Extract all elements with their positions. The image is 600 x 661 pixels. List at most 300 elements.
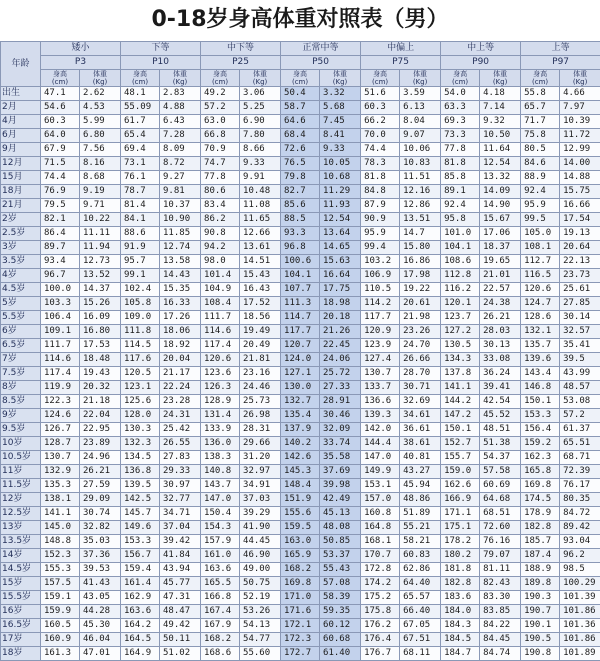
- height-cell: 138.1: [41, 493, 80, 507]
- weight-cell: 8.41: [320, 129, 361, 143]
- weight-cell: 68.11: [400, 647, 441, 661]
- height-cell: 127.4: [361, 353, 400, 367]
- height-cell: 159.5: [281, 521, 320, 535]
- weight-cell: 20.49: [240, 339, 281, 353]
- weight-cell: 50.11: [160, 633, 201, 647]
- weight-cell: 25.73: [240, 395, 281, 409]
- height-cell: 130.0: [281, 381, 320, 395]
- height-cell: 92.4: [441, 199, 480, 213]
- weight-cell: 12.16: [400, 185, 441, 199]
- weight-cell: 58.21: [400, 535, 441, 549]
- weight-cell: 48.86: [400, 493, 441, 507]
- table-row: [1, 451, 600, 465]
- weight-cell: 43.99: [560, 367, 600, 381]
- weight-cell: 14.09: [480, 185, 521, 199]
- height-cell: 139.3: [361, 409, 400, 423]
- height-cell: 141.1: [441, 381, 480, 395]
- weight-cell: 60.69: [480, 479, 521, 493]
- height-cell: 85.8: [441, 171, 480, 185]
- height-cell: 144.2: [441, 395, 480, 409]
- height-cell: 76.1: [121, 171, 160, 185]
- weight-cell: 65.51: [560, 437, 600, 451]
- table-row: [1, 185, 600, 199]
- weight-cell: 11.65: [240, 213, 281, 227]
- height-cell: 144.4: [361, 437, 400, 451]
- weight-cell: 27.33: [320, 381, 361, 395]
- height-cell: 130.3: [121, 423, 160, 437]
- height-cell: 132.7: [281, 395, 320, 409]
- height-cell: 182.8: [521, 521, 560, 535]
- weight-cell: 41.43: [80, 577, 121, 591]
- height-cell: 165.9: [281, 549, 320, 563]
- height-cell: 64.0: [41, 129, 80, 143]
- age-cell: 11岁: [1, 465, 41, 479]
- table-row: [1, 199, 600, 213]
- height-cell: 51.6: [361, 87, 400, 101]
- height-cell: 161.0: [201, 549, 240, 563]
- weight-cell: 48.08: [320, 521, 361, 535]
- weight-cell: 84.72: [560, 507, 600, 521]
- weight-cell: 57.2: [560, 409, 600, 423]
- height-cell: 70.0: [361, 129, 400, 143]
- height-cell: 157.5: [41, 577, 80, 591]
- height-cell: 153.3: [121, 535, 160, 549]
- height-cell: 168.2: [201, 633, 240, 647]
- height-header-unit: (cm): [121, 78, 159, 86]
- height-cell: 111.7: [41, 339, 80, 353]
- table-row: [1, 465, 600, 479]
- weight-cell: 4.18: [480, 87, 521, 101]
- height-cell: 167.9: [201, 619, 240, 633]
- weight-cell: 53.08: [560, 395, 600, 409]
- weight-cell: 3.59: [400, 87, 441, 101]
- weight-cell: 11.93: [320, 199, 361, 213]
- weight-cell: 6.90: [240, 115, 281, 129]
- weight-cell: 48.51: [480, 423, 521, 437]
- height-cell: 95.8: [441, 213, 480, 227]
- height-cell: 148.4: [281, 479, 320, 493]
- age-cell: 5岁: [1, 297, 41, 311]
- height-cell: 125.6: [121, 395, 160, 409]
- height-cell: 147.0: [201, 493, 240, 507]
- weight-cell: 17.53: [80, 339, 121, 353]
- weight-cell: 14.51: [240, 255, 281, 269]
- height-cell: 155.7: [441, 451, 480, 465]
- weight-cell: 13.32: [480, 171, 521, 185]
- height-cell: 166.9: [441, 493, 480, 507]
- height-cell: 96.8: [281, 241, 320, 255]
- weight-cell: 7.80: [240, 129, 281, 143]
- height-cell: 135.4: [281, 409, 320, 423]
- height-cell: 120.6: [521, 283, 560, 297]
- height-cell: 81.8: [441, 157, 480, 171]
- height-cell: 123.9: [361, 339, 400, 353]
- height-cell: 164.9: [121, 647, 160, 661]
- weight-cell: 51.38: [480, 437, 521, 451]
- weight-cell: 60.83: [400, 549, 441, 563]
- table-row: [1, 87, 600, 101]
- height-cell: 188.9: [521, 563, 560, 577]
- height-cell: 117.4: [41, 367, 80, 381]
- height-cell: 171.0: [281, 591, 320, 605]
- height-cell: 64.6: [281, 115, 320, 129]
- age-cell: 18月: [1, 185, 41, 199]
- weight-cell: 42.54: [480, 395, 521, 409]
- weight-cell: 37.69: [320, 465, 361, 479]
- height-cell: 107.7: [281, 283, 320, 297]
- height-cell: 75.8: [521, 129, 560, 143]
- height-cell: 150.4: [201, 507, 240, 521]
- weight-cell: 4.88: [160, 101, 201, 115]
- table-row: [1, 367, 600, 381]
- age-cell: 12岁: [1, 493, 41, 507]
- weight-cell: 24.46: [240, 381, 281, 395]
- weight-cell: 20.32: [80, 381, 121, 395]
- weight-cell: 65.57: [400, 591, 441, 605]
- height-cell: 81.8: [361, 171, 400, 185]
- weight-cell: 44.28: [80, 605, 121, 619]
- age-cell: 3.5岁: [1, 255, 41, 269]
- height-cell: 88.9: [521, 171, 560, 185]
- height-cell: 157.0: [361, 493, 400, 507]
- height-cell: 152.7: [441, 437, 480, 451]
- height-cell: 163.6: [201, 563, 240, 577]
- height-cell: 156.4: [521, 423, 560, 437]
- height-cell: 67.9: [41, 143, 80, 157]
- age-cell: 2岁: [1, 213, 41, 227]
- weight-cell: 24.96: [80, 451, 121, 465]
- table-row: [1, 535, 600, 549]
- weight-cell: 48.47: [160, 605, 201, 619]
- height-cell: 60.3: [41, 115, 80, 129]
- weight-cell: 6.80: [80, 129, 121, 143]
- age-cell: 9岁: [1, 409, 41, 423]
- weight-cell: 11.94: [80, 241, 121, 255]
- weight-cell: 37.03: [240, 493, 281, 507]
- weight-cell: 10.50: [480, 129, 521, 143]
- weight-cell: 53.37: [320, 549, 361, 563]
- weight-header-label: 体重: [160, 70, 200, 78]
- weight-cell: 22.13: [560, 255, 600, 269]
- weight-cell: 9.33: [320, 143, 361, 157]
- table-row: [1, 437, 600, 451]
- height-cell: 78.7: [121, 185, 160, 199]
- height-cell: 104.1: [281, 269, 320, 283]
- height-cell: 126.3: [201, 381, 240, 395]
- weight-cell: 7.56: [80, 143, 121, 157]
- weight-cell: 8.09: [160, 143, 201, 157]
- table-row: [1, 129, 600, 143]
- age-cell: 3岁: [1, 241, 41, 255]
- weight-cell: 30.14: [560, 311, 600, 325]
- height-cell: 171.6: [281, 605, 320, 619]
- table-row: [1, 591, 600, 605]
- height-cell: 109.0: [121, 311, 160, 325]
- age-cell: 6.5岁: [1, 339, 41, 353]
- weight-cell: 39.29: [240, 507, 281, 521]
- height-cell: 140.2: [281, 437, 320, 451]
- table-row: [1, 563, 600, 577]
- weight-cell: 22.04: [80, 409, 121, 423]
- weight-cell: 16.64: [320, 269, 361, 283]
- weight-cell: 15.43: [240, 269, 281, 283]
- age-cell: 15月: [1, 171, 41, 185]
- weight-cell: 101.39: [560, 591, 600, 605]
- weight-cell: 7.45: [320, 115, 361, 129]
- height-cell: 162.6: [441, 479, 480, 493]
- weight-cell: 18.06: [160, 325, 201, 339]
- height-cell: 178.9: [521, 507, 560, 521]
- weight-cell: 45.52: [480, 409, 521, 423]
- weight-cell: 30.13: [480, 339, 521, 353]
- weight-cell: 15.35: [160, 283, 201, 297]
- height-cell: 48.1: [121, 87, 160, 101]
- weight-cell: 14.65: [320, 241, 361, 255]
- height-cell: 138.3: [201, 451, 240, 465]
- age-cell: 13.5岁: [1, 535, 41, 549]
- weight-cell: 57.58: [480, 465, 521, 479]
- height-cell: 130.5: [441, 339, 480, 353]
- height-cell: 61.7: [121, 115, 160, 129]
- height-header: [521, 70, 560, 87]
- height-cell: 132.1: [521, 325, 560, 339]
- height-cell: 83.4: [201, 199, 240, 213]
- weight-cell: 48.57: [560, 381, 600, 395]
- weight-cell: 8.04: [400, 115, 441, 129]
- height-cell: 174.5: [521, 493, 560, 507]
- weight-cell: 26.21: [80, 465, 121, 479]
- table-row: [1, 227, 600, 241]
- weight-cell: 26.21: [480, 311, 521, 325]
- weight-cell: 30.71: [400, 381, 441, 395]
- weight-cell: 23.73: [560, 269, 600, 283]
- height-cell: 106.9: [361, 269, 400, 283]
- weight-cell: 5.68: [320, 101, 361, 115]
- table-row: [1, 493, 600, 507]
- age-cell: 4岁: [1, 269, 41, 283]
- weight-cell: 21.18: [80, 395, 121, 409]
- weight-cell: 68.71: [560, 451, 600, 465]
- height-cell: 89.1: [441, 185, 480, 199]
- weight-cell: 34.91: [240, 479, 281, 493]
- table-row: [1, 605, 600, 619]
- weight-cell: 10.22: [80, 213, 121, 227]
- height-cell: 143.4: [521, 367, 560, 381]
- weight-cell: 32.57: [560, 325, 600, 339]
- weight-cell: 9.32: [480, 115, 521, 129]
- height-cell: 190.1: [521, 619, 560, 633]
- weight-cell: 32.09: [320, 423, 361, 437]
- weight-cell: 37.04: [160, 521, 201, 535]
- height-cell: 73.1: [121, 157, 160, 171]
- height-cell: 103.3: [41, 297, 80, 311]
- weight-cell: 18.92: [160, 339, 201, 353]
- weight-cell: 11.85: [160, 227, 201, 241]
- height-cell: 100.0: [41, 283, 80, 297]
- height-cell: 164.2: [121, 619, 160, 633]
- weight-cell: 28.91: [320, 395, 361, 409]
- height-cell: 117.6: [121, 353, 160, 367]
- height-cell: 160.8: [361, 507, 400, 521]
- height-header-label: 身高: [121, 70, 159, 78]
- height-cell: 136.8: [121, 465, 160, 479]
- table-row: [1, 521, 600, 535]
- weight-cell: 26.66: [400, 353, 441, 367]
- height-cell: 149.9: [361, 465, 400, 479]
- height-cell: 132.9: [41, 465, 80, 479]
- weight-cell: 80.35: [560, 493, 600, 507]
- age-cell: 7岁: [1, 353, 41, 367]
- age-cell: 17岁: [1, 633, 41, 647]
- height-cell: 174.2: [361, 577, 400, 591]
- height-cell: 185.7: [521, 535, 560, 549]
- age-cell: 8岁: [1, 381, 41, 395]
- weight-cell: 21.81: [240, 353, 281, 367]
- height-cell: 133.9: [201, 423, 240, 437]
- weight-cell: 44.45: [240, 535, 281, 549]
- weight-cell: 41.90: [240, 521, 281, 535]
- weight-cell: 14.90: [480, 199, 521, 213]
- height-header: [121, 70, 160, 87]
- height-cell: 50.4: [281, 87, 320, 101]
- weight-cell: 22.45: [320, 339, 361, 353]
- weight-cell: 35.03: [80, 535, 121, 549]
- percentile-header: P90: [441, 56, 521, 70]
- weight-cell: 2.62: [80, 87, 121, 101]
- age-header: 年龄: [1, 42, 41, 87]
- height-cell: 114.7: [281, 311, 320, 325]
- table-row: [1, 381, 600, 395]
- weight-cell: 42.49: [320, 493, 361, 507]
- weight-cell: 61.40: [320, 647, 361, 661]
- weight-cell: 23.16: [240, 367, 281, 381]
- height-cell: 175.8: [361, 605, 400, 619]
- weight-cell: 17.75: [320, 283, 361, 297]
- height-cell: 189.8: [521, 577, 560, 591]
- weight-cell: 24.31: [160, 409, 201, 423]
- height-cell: 89.7: [41, 241, 80, 255]
- percentile-header: P50: [281, 56, 361, 70]
- weight-cell: 60.68: [320, 633, 361, 647]
- weight-cell: 32.97: [240, 465, 281, 479]
- table-row: [1, 171, 600, 185]
- weight-cell: 45.13: [320, 507, 361, 521]
- height-cell: 65.7: [521, 101, 560, 115]
- weight-cell: 35.41: [560, 339, 600, 353]
- weight-cell: 10.68: [320, 171, 361, 185]
- height-header: [281, 70, 320, 87]
- weight-header: [560, 70, 600, 87]
- age-cell: 11.5岁: [1, 479, 41, 493]
- height-cell: 163.0: [281, 535, 320, 549]
- height-cell: 136.6: [361, 395, 400, 409]
- weight-cell: 34.71: [160, 507, 201, 521]
- weight-cell: 10.39: [560, 115, 600, 129]
- height-cell: 72.6: [281, 143, 320, 157]
- height-cell: 180.2: [441, 549, 480, 563]
- weight-cell: 22.24: [160, 381, 201, 395]
- weight-cell: 16.43: [240, 283, 281, 297]
- height-cell: 49.2: [201, 87, 240, 101]
- weight-cell: 14.88: [560, 171, 600, 185]
- weight-cell: 10.05: [320, 157, 361, 171]
- height-cell: 140.8: [201, 465, 240, 479]
- weight-cell: 25.61: [560, 283, 600, 297]
- weight-cell: 7.14: [480, 101, 521, 115]
- group-header: 中下等: [201, 42, 281, 56]
- weight-cell: 67.05: [400, 619, 441, 633]
- height-cell: 146.8: [521, 381, 560, 395]
- weight-cell: 20.18: [320, 311, 361, 325]
- weight-cell: 15.63: [320, 255, 361, 269]
- weight-cell: 8.68: [80, 171, 121, 185]
- age-cell: 6月: [1, 129, 41, 143]
- weight-cell: 13.64: [320, 227, 361, 241]
- height-cell: 187.4: [521, 549, 560, 563]
- height-cell: 128.9: [201, 395, 240, 409]
- weight-cell: 12.66: [240, 227, 281, 241]
- height-cell: 69.4: [121, 143, 160, 157]
- weight-cell: 14.00: [560, 157, 600, 171]
- table-row: [1, 143, 600, 157]
- age-cell: 14.5岁: [1, 563, 41, 577]
- weight-header-label: 体重: [480, 70, 520, 78]
- height-cell: 123.7: [441, 311, 480, 325]
- weight-cell: 51.89: [400, 507, 441, 521]
- height-cell: 184.0: [441, 605, 480, 619]
- weight-cell: 43.94: [160, 563, 201, 577]
- weight-cell: 20.61: [400, 297, 441, 311]
- height-cell: 176.7: [361, 647, 400, 661]
- weight-cell: 17.52: [240, 297, 281, 311]
- weight-cell: 96.2: [560, 549, 600, 563]
- height-cell: 63.0: [201, 115, 240, 129]
- height-header-label: 身高: [281, 70, 319, 78]
- table-row: [1, 647, 600, 661]
- weight-cell: 53.26: [240, 605, 281, 619]
- height-cell: 117.7: [281, 325, 320, 339]
- height-cell: 94.2: [201, 241, 240, 255]
- height-header-label: 身高: [441, 70, 479, 78]
- height-header: [201, 70, 240, 87]
- height-cell: 165.5: [201, 577, 240, 591]
- weight-cell: 27.83: [160, 451, 201, 465]
- weight-cell: 6.13: [400, 101, 441, 115]
- height-cell: 91.9: [121, 241, 160, 255]
- weight-cell: 18.48: [80, 353, 121, 367]
- height-cell: 161.4: [121, 577, 160, 591]
- height-cell: 70.9: [201, 143, 240, 157]
- height-cell: 109.1: [41, 325, 80, 339]
- height-cell: 160.5: [41, 619, 80, 633]
- weight-cell: 8.66: [240, 143, 281, 157]
- weight-cell: 27.59: [80, 479, 121, 493]
- weight-cell: 39.42: [160, 535, 201, 549]
- weight-cell: 29.66: [240, 437, 281, 451]
- height-cell: 162.9: [121, 591, 160, 605]
- weight-header: [80, 70, 121, 87]
- height-cell: 80.5: [521, 143, 560, 157]
- table-row: [1, 577, 600, 591]
- height-cell: 190.5: [521, 633, 560, 647]
- height-cell: 116.5: [521, 269, 560, 283]
- weight-cell: 51.02: [160, 647, 201, 661]
- group-header: 中上等: [441, 42, 521, 56]
- weight-cell: 101.36: [560, 619, 600, 633]
- weight-cell: 100.29: [560, 577, 600, 591]
- age-cell: 18岁: [1, 647, 41, 661]
- weight-cell: 17.98: [400, 269, 441, 283]
